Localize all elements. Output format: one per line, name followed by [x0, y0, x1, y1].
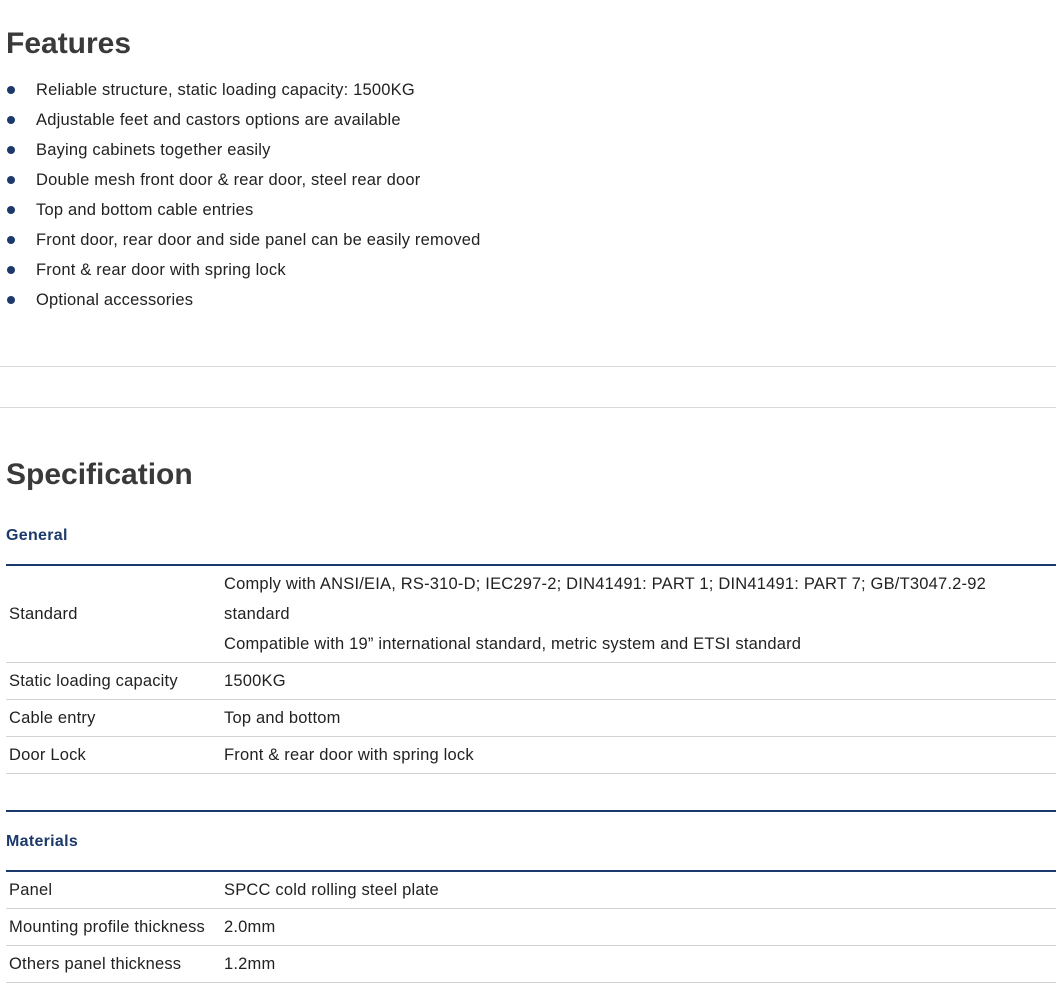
bullet-icon [7, 176, 15, 184]
bullet-icon [7, 206, 15, 214]
feature-item [0, 285, 481, 315]
bullet-icon [7, 146, 15, 154]
section-divider [0, 366, 1056, 367]
spec-value: SPCC cold rolling steel plate [221, 872, 1056, 909]
spec-value: Front & rear door with spring lock [221, 737, 1056, 774]
spec-label: Door Lock [6, 737, 221, 774]
table-row [6, 566, 1056, 663]
table-row [6, 872, 1056, 909]
features-heading: Features [6, 27, 132, 60]
spec-value: 1.2mm [221, 946, 1056, 983]
bullet-icon [7, 296, 15, 304]
specification-heading: Specification [6, 458, 193, 491]
feature-item [0, 75, 481, 105]
spec-label: Mounting profile thickness [6, 909, 221, 946]
general-subheading: General [6, 527, 68, 544]
feature-text: Baying cabinets together easily [36, 141, 271, 159]
spec-value: 1500KG [221, 663, 1056, 700]
spec-label: Others panel thickness [6, 946, 221, 983]
standard-line: standard [224, 605, 290, 623]
feature-item [0, 105, 481, 135]
materials-subheading: Materials [6, 833, 79, 850]
table-row [6, 909, 1056, 946]
spec-value: 2.0mm [221, 909, 1056, 946]
table-row [6, 946, 1056, 983]
feature-item [0, 135, 481, 165]
feature-text: Front door, rear door and side panel can be easily removed [36, 231, 481, 249]
feature-item [0, 165, 481, 195]
bullet-icon [7, 266, 15, 274]
section-divider [0, 407, 1056, 408]
spec-value [221, 566, 1056, 663]
spec-label: Static loading capacity [6, 663, 221, 700]
standard-line: Compatible with 19” international standard, metric system and ETSI standard [224, 635, 802, 653]
feature-text: Adjustable feet and castors options are available [36, 111, 401, 129]
feature-text: Double mesh front door & rear door, steel rear door [36, 171, 421, 189]
feature-item [0, 195, 481, 225]
table-row [6, 700, 1056, 737]
feature-item [0, 225, 481, 255]
spec-label: Standard [6, 566, 221, 663]
bullet-icon [7, 116, 15, 124]
spec-label: Panel [6, 872, 221, 909]
bullet-icon [7, 236, 15, 244]
feature-text: Reliable structure, static loading capacity: 1500KG [36, 81, 415, 99]
materials-spec-table [6, 872, 1056, 983]
bullet-icon [7, 86, 15, 94]
feature-item [0, 255, 481, 285]
feature-text: Front & rear door with spring lock [36, 261, 286, 279]
standard-line: Comply with ANSI/EIA, RS-310-D; IEC297-2; DIN41491: PART 1; DIN41491: PART 7; GB/T3047.2-92 [224, 575, 986, 593]
features-list [0, 75, 481, 315]
table-row [6, 663, 1056, 700]
materials-top-rule [6, 810, 1056, 812]
feature-text: Top and bottom cable entries [36, 201, 254, 219]
feature-text: Optional accessories [36, 291, 194, 309]
spec-value: Top and bottom [221, 700, 1056, 737]
spec-label: Cable entry [6, 700, 221, 737]
general-spec-table [6, 566, 1056, 774]
table-row [6, 737, 1056, 774]
